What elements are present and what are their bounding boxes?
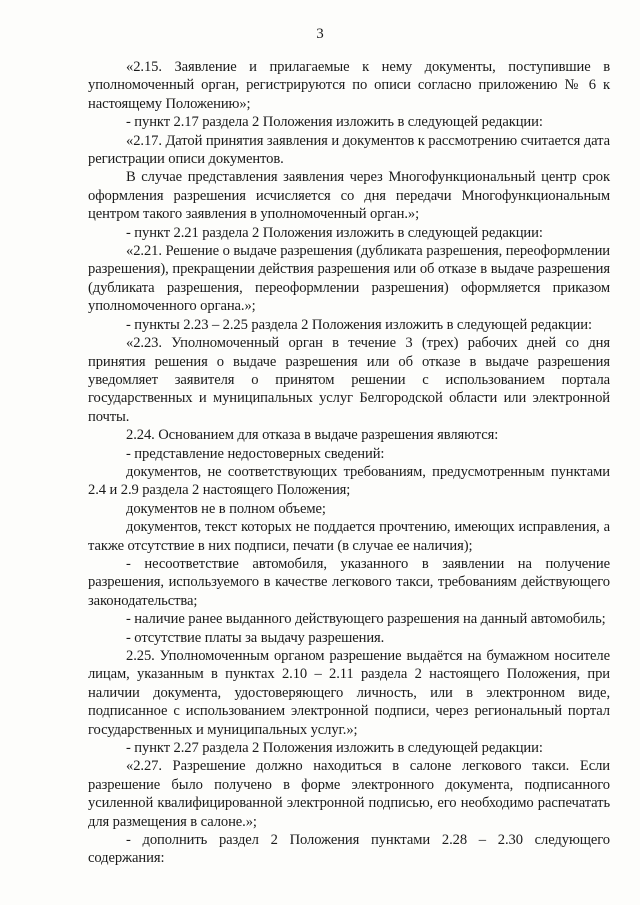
list-item-no-payment: - отсутствие платы за выдачу разрешения. [126, 629, 385, 646]
paragraph-amend-2-17: - пункт 2.17 раздела 2 Положения изложить в следующей редакции: [126, 114, 543, 131]
list-item-false-info: - представление недостоверных сведений: [126, 445, 385, 462]
list-item-non-compliant-docs: документов, не соответствующих требованиям, предусмотренным пунктами 2.4 и 2.9 раздела 2 настоящего Положения; [88, 463, 610, 499]
paragraph-2-25: 2.25. Уполномоченным органом разрешение выдаётся на бумажном носителе лицам, указанным в пунктах 2.10 – 2.11 раздела 2 настоящего Положения, при наличии документа, удостоверяющего личность, или в электронном виде, подписанное с использованием электронной подписи, через региональный портал государственных и муниципальных услуг.»; [88, 648, 610, 738]
paragraph-2-15: «2.15. Заявление и прилагаемые к нему документы, поступившие в уполномоченный орган, регистрируются по описи согласно приложению № 6 к настоящему Положению»; [88, 59, 610, 112]
paragraph-amend-2-28-2-30: - дополнить раздел 2 Положения пунктами 2.28 – 2.30 следующего содержания: [88, 832, 610, 867]
paragraph-2-17: «2.17. Датой принятия заявления и документов к рассмотрению считается дата регистрации описи документов. [88, 132, 610, 168]
paragraph-mfc: В случае представления заявления через Многофункциональный центр срок оформления разрешения исчисляется со дня передачи Многофункциональным центром такого заявления в уполномоченный орган.»; [88, 169, 610, 223]
list-item-existing-permit: - наличие ранее выданного действующего разрешения на данный автомобиль; [126, 611, 606, 628]
list-item-vehicle-noncompliance: - несоответствие автомобиля, указанного в заявлении на получение разрешения, используемого в качестве легкового такси, требованиям действующего законодательства; [88, 555, 610, 609]
paragraph-amend-2-27: - пункт 2.27 раздела 2 Положения изложить в следующей редакции: [126, 740, 543, 757]
paragraph-2-21: «2.21. Решение о выдаче разрешения (дубликата разрешения, переоформлении разрешения), прекращении действия разрешения или об отказе в выдаче разрешения (дубликата разрешения, переоформлении разрешения) оформляется приказом уполномоченного органа.»; [88, 243, 610, 315]
paragraph-amend-2-21: - пункт 2.21 раздела 2 Положения изложить в следующей редакции: [126, 224, 543, 241]
paragraph-2-24: 2.24. Основанием для отказа в выдаче разрешения являются: [126, 427, 499, 444]
paragraph-amend-2-23-2-25: - пункты 2.23 – 2.25 раздела 2 Положения изложить в следующей редакции: [126, 316, 592, 333]
page-number: 3 [316, 26, 324, 42]
document-body [88, 58, 610, 868]
paragraph-2-27: «2.27. Разрешение должно находиться в салоне легкового такси. Если разрешение было получено в форме электронного документа, подписанного усиленной квалифицированной электронной подписью, его необходимо распечатать для размещения в салоне.»; [88, 758, 610, 830]
list-item-illegible-docs: документов, текст которых не поддается прочтению, имеющих исправления, а также отсутствие в них подписи, печати (в случае ее наличия); [88, 519, 610, 554]
list-item-incomplete-docs: документов не в полном объеме; [126, 500, 326, 517]
paragraph-2-23: «2.23. Уполномоченный орган в течение 3 (трех) рабочих дней со дня принятия решения о выдаче разрешения или об отказе в выдаче разрешения уведомляет заявителя о принятом решении с использованием портала государственных и муниципальных услуг Белгородской области или электронной почты. [88, 335, 610, 425]
